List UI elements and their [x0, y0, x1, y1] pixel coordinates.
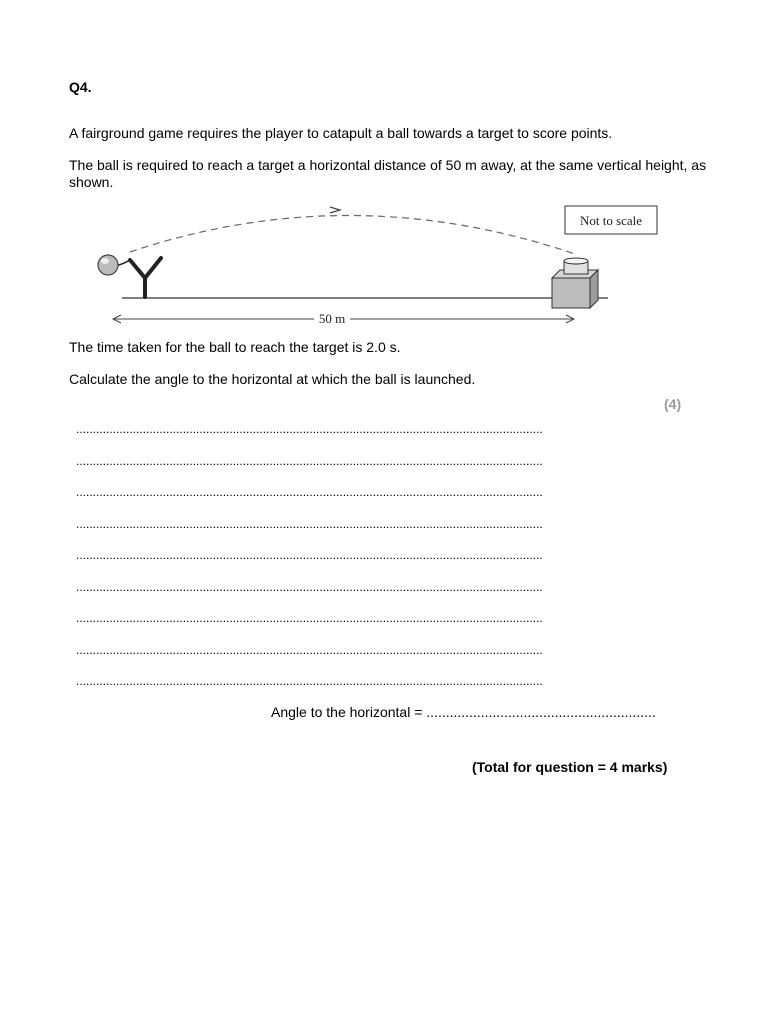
answer-line[interactable]: ............................................................................................................................................	[76, 422, 543, 436]
answer-line[interactable]: ............................................................................................................................................	[76, 642, 543, 657]
total-marks: (Total for question = 4 marks)	[472, 759, 668, 775]
final-answer-field[interactable]: Angle to the horizontal = ...........................................................	[271, 704, 656, 720]
answer-line[interactable]: ............................................................................................................................................	[76, 548, 543, 562]
answer-line[interactable]: ............................................................................................................................................	[76, 674, 543, 688]
answer-line[interactable]: ............................................................................................................................................	[76, 611, 543, 625]
marks-label: (4)	[664, 396, 682, 412]
catapult-icon	[112, 258, 161, 297]
time-statement: The time taken for the ball to reach the target is 2.0 s.	[69, 339, 401, 355]
question-number: Q4.	[69, 79, 92, 95]
target-box-icon	[552, 258, 598, 308]
task-statement: Calculate the angle to the horizontal at which the ball is launched.	[69, 371, 476, 387]
answer-line[interactable]: ............................................................................................................................................	[76, 485, 543, 499]
answer-line[interactable]: ............................................................................................................................................	[76, 453, 543, 468]
catapult-diagram	[90, 198, 680, 338]
question-intro: A fairground game requires the player to catapult a ball towards a target to score points.	[69, 125, 613, 141]
distance-label: 50 m	[318, 311, 346, 326]
answer-line[interactable]: ............................................................................................................................................	[76, 516, 543, 531]
ball-icon	[98, 255, 118, 275]
trajectory-arrow-icon	[130, 207, 575, 254]
answer-area[interactable]	[76, 414, 666, 698]
not-to-scale-label: Not to scale	[579, 213, 643, 228]
answer-line[interactable]: ............................................................................................................................................	[76, 579, 543, 594]
question-setup: The ball is required to reach a target a horizontal distance of 50 m away, at the same vertical height, as shown.	[69, 157, 707, 190]
